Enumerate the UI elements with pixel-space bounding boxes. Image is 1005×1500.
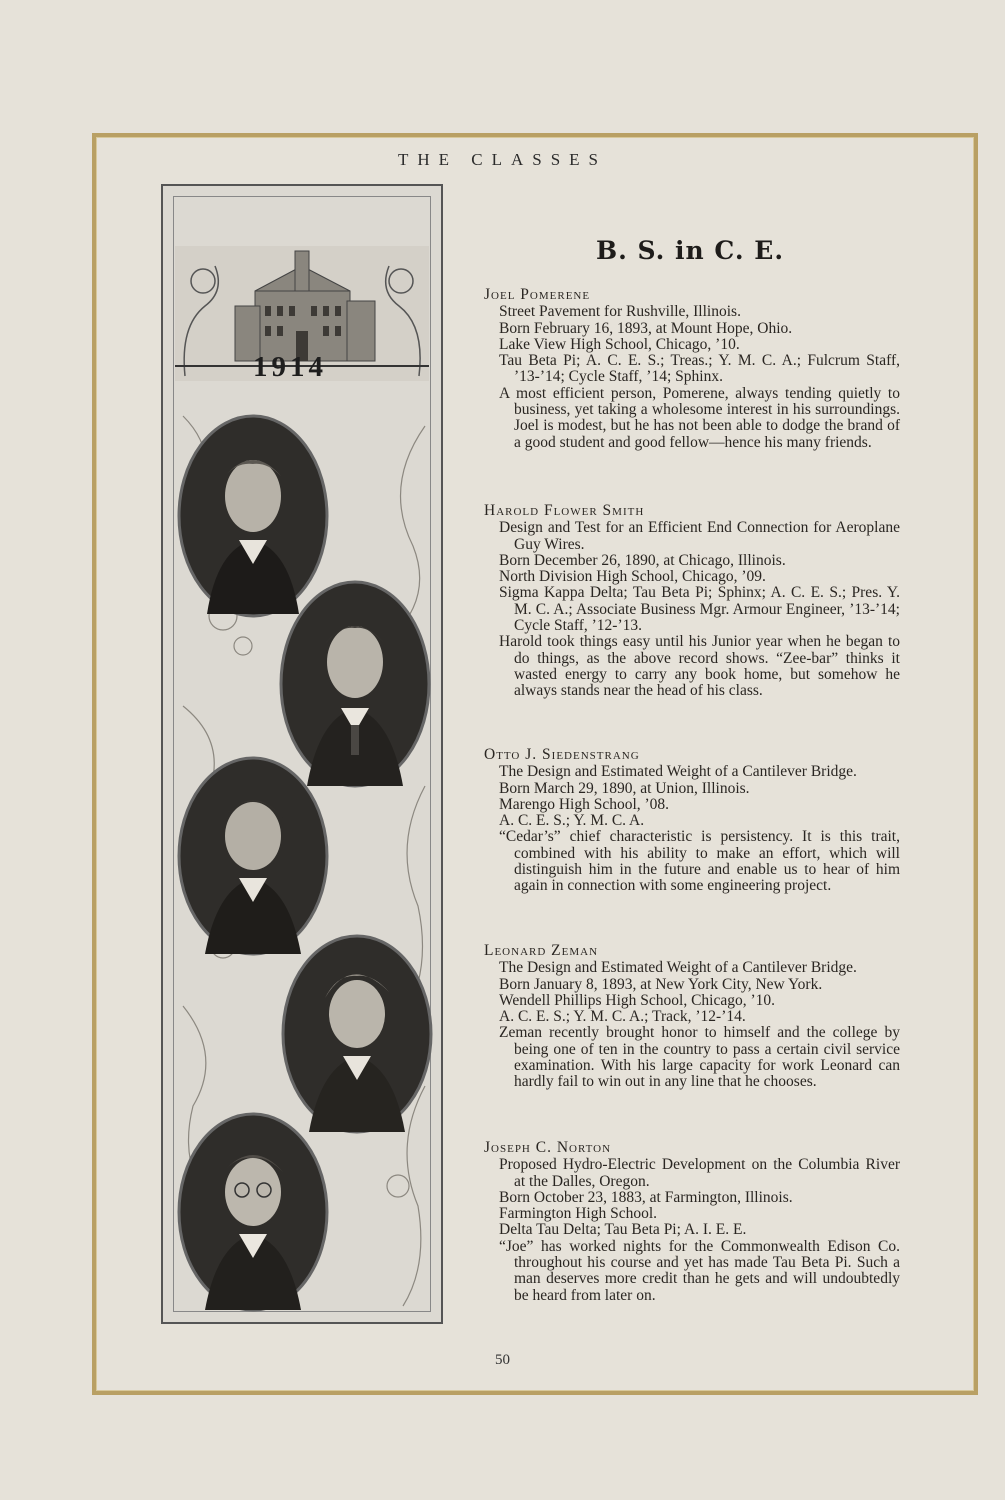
entry-siedenstrang xyxy=(484,747,900,895)
thesis-title: Design and Test for an Efficient End Connection for Aeroplane Guy Wires. xyxy=(499,519,900,553)
birth-info: Born October 23, 1883, at Farmington, Illinois. xyxy=(499,1188,793,1206)
entry-norton xyxy=(484,1140,900,1304)
remarks: “Joe” has worked nights for the Commonwealth Edison Co. throughout his course and yet has made Tau Beta Pi. Such a man deserves more credit than he gets and will undoubtedly be heard from later on. xyxy=(499,1237,900,1304)
high-school: Wendell Phillips High School, Chicago, ’10. xyxy=(499,991,776,1009)
thesis-title: The Design and Estimated Weight of a Cantilever Bridge. xyxy=(499,959,857,977)
activities: A. C. E. S.; Y. M. C. A. xyxy=(499,812,645,830)
remarks: “Cedar’s” chief characteristic is persistency. It is this trait, combined with his ability to make an effort, which will distinguish him in the future and enable us to hear of him again in connection with some engineering project. xyxy=(499,828,900,895)
birth-info: Born March 29, 1890, at Union, Illinois. xyxy=(499,779,750,797)
portrait-panel xyxy=(161,184,443,1324)
birth-info: Born February 16, 1893, at Mount Hope, Ohio. xyxy=(499,319,793,337)
remarks: Zeman recently brought honor to himself and the college by being one of ten in the country to pass a certain civil service examination. With his large capacity for work Leonard can hardly fail to win out in any line that he chooses. xyxy=(499,1024,900,1091)
entry-zeman xyxy=(484,943,900,1091)
student-name: Joseph C. Norton xyxy=(484,1139,612,1156)
student-name: Otto J. Siedenstrang xyxy=(484,746,640,763)
student-name: Leonard Zeman xyxy=(484,942,599,959)
section-heading: B. S. in C. E. xyxy=(595,236,785,265)
birth-info: Born January 8, 1893, at New York City, New York. xyxy=(499,975,823,993)
page-number: 50 xyxy=(495,1352,510,1368)
high-school: Lake View High School, Chicago, ’10. xyxy=(499,335,740,353)
high-school: North Division High School, Chicago, ’09. xyxy=(499,568,766,586)
high-school: Farmington High School. xyxy=(499,1205,658,1223)
high-school: Marengo High School, ’08. xyxy=(499,795,670,813)
portrait-siedenstrang xyxy=(177,756,329,956)
entry-pomerene xyxy=(484,287,900,451)
activities: Sigma Kappa Delta; Tau Beta Pi; Sphinx; A. C. E. S.; Pres. Y. M. C. A.; Associate Business Mgr. Armour Engineer, ’13-’14; Cycle Staff, ’12-’13. xyxy=(499,584,900,635)
student-name: Harold Flower Smith xyxy=(484,502,645,519)
student-name: Joel Pomerene xyxy=(484,286,591,303)
thesis-title: The Design and Estimated Weight of a Cantilever Bridge. xyxy=(499,763,857,781)
activities: Delta Tau Delta; Tau Beta Pi; A. I. E. E. xyxy=(499,1221,747,1239)
remarks: A most efficient person, Pomerene, always tending quietly to business, yet taking a wholesome interest in his surroundings. Joel is modest, but he has not been able to dodge the brand of a good student and good fellow—hence his many friends. xyxy=(499,384,900,451)
remarks: Harold took things easy until his Junior year when he began to do things, as the above record shows. “Zee-bar” thinks it wasted energy to carry any book home, but somehow he always stands near the head of his class. xyxy=(499,633,900,700)
activities: A. C. E. S.; Y. M. C. A.; Track, ’12-’14. xyxy=(499,1008,746,1026)
portrait-norton xyxy=(177,1112,329,1312)
running-head: THE CLASSES xyxy=(397,150,608,169)
portrait-zeman xyxy=(281,934,433,1134)
thesis-title: Proposed Hydro-Electric Development on the Columbia River at the Dalles, Oregon. xyxy=(499,1156,900,1190)
year-label: 1914 xyxy=(253,351,327,383)
entry-smith xyxy=(484,503,900,700)
thesis-title: Street Pavement for Rushville, Illinois. xyxy=(499,303,741,321)
birth-info: Born December 26, 1890, at Chicago, Illinois. xyxy=(499,551,786,569)
activities: Tau Beta Pi; A. C. E. S.; Treas.; Y. M. C. A.; Fulcrum Staff, ’13-’14; Cycle Staff, ’14; Sphinx. xyxy=(499,352,900,386)
